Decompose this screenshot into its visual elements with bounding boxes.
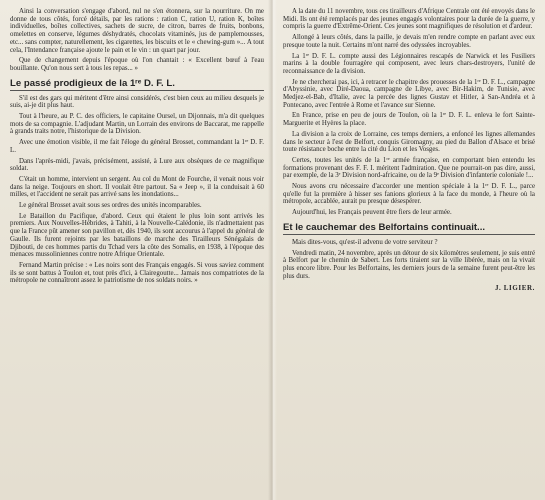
paragraph: Je ne chercherai pas, ici, à retracer le chapitre des prouesses de la 1ʳᵉ D. F. L., campagne d'Abyssinie, avec Diré-Daoua, campagne de Libye, avec Bir-Hakim, de Tunisie, avec Medjez-el-Bab, d'Italie, avec la percée des lignes Gustav et Hitler, à San-Andréa et à Pontecano, avec l'entrée à Rome et l'avance sur Sienne. [283,78,535,109]
right-column [283,8,535,292]
paragraph: Mais dites-vous, qu'est-il advenu de votre serviteur ? [292,238,438,246]
section-heading-passe-prodigieux: Le passé prodigieux de la 1ʳᵉ D. F. L. [10,78,264,91]
paragraph: Aujourd'hui, les Français peuvent être fiers de leur armée. [292,209,452,217]
paragraph: La division a la croix de Lorraine, ces temps derniers, a enfoncé les lignes allemandes dans le secteur à l'est de Belfort, conquis Giromagny, au pied du Ballon d'Alsace et brisé toute résistance boche entre la cité du Lion et les Vosges. [283,130,535,154]
paragraph: Le Bataillon du Pacifique, d'abord. Ceux qui étaient le plus loin sont arrivés les premiers. Aux Nouvelles-Hébrides, à Tahiti, à la Nouvelle-Calédonie, ils n'admettaient pas que la France pût amener son pavillon et, dès 1940, ils sont accourus à l'appel du général de Gaulle. Ils furent rejoints par les bataillons de marche des Tirailleurs Sénégalais de Djibouti, de ces hommes partis du Tchad vers la côte des Somalis, en 1938, à l'époque des menaces mussoliniennes contre notre Afrique Orientale. [10,212,264,259]
paragraph: Certes, toutes les unités de la 1ʳᵉ armée française, en comportant bien entendu les formations provenant des F. F. I. méritent l'admiration. Que ne pourrait-on pas dire, aussi, par exemple, de la 3ᵉ Division nord-africaine, ou de la 9ᵉ Division d'infanterie coloniale !... [283,156,535,180]
author-signature: J. LIGIER. [494,284,535,293]
page-fold [268,0,277,500]
paragraph: La 1ʳᵉ D. F. L. compte aussi des Légionnaires rescapés de Narwick et les Fusiliers marins à la double fourragère qui composent, avec leurs chars-destroyers, l'unité de reconnaissance de la division. [283,52,535,75]
paragraph: Que de changement depuis l'époque où l'on chantait : « Excellent bœuf à l'eau bouillante. Qu'on nous sert à tous les repas... » [10,57,264,72]
paragraph: A la date du 11 novembre, tous ces tirailleurs d'Afrique Centrale ont été envoyés dans le Midi. Ils ont été remplacés par des jeunes engagés volontaires pour la durée de la guerre, y compris la guerre d'Extrême-Orient. Ces jeunes sont magnifiques de résolution et d'ardeur. [283,8,535,31]
paragraph: Nous avons cru nécessaire d'accorder une mention spéciale à la 1ʳᵉ D. F. L., parce qu'elle fut la première à hisser ses fanions glorieux à la face du monde, à l'heure où la métropole, accablée, aurait pu presque désespérer. [283,183,535,206]
section-heading-cauchemar-belfortains: Et le cauchemar des Belfortains continuait... [283,222,535,235]
paragraph: C'était un homme, intervient un sergent. Au col du Mont de Fourche, il venait nous voir dans la neige. Toujours en short. Il voulait être partout. Sa « Jeep », il la conduisait à 60 milles, et l'accident ne serait pas arrivé sans les inondations... [10,175,264,199]
left-column [10,8,264,288]
paragraph: Allongé à leurs côtés, dans la paille, je devais m'en rendre compte en parlant avec eux presque toute la nuit. Certains m'ont narré des odyssées incroyables. [283,34,535,49]
paragraph: Tout à l'heure, au P. C. des officiers, le capitaine Oursel, un Dijonnais, m'a dit quelques mots de sa compagnie. L'adjudant Martin, un Lorrain des environs de Baccarat, me rappelle à grands traits notre, l'historique de la Division. [10,113,264,136]
paragraph: En France, prise en peu de jours de Toulon, où la 1ʳᵉ D. F. L. enleva le fort Sainte-Marguerite et Hyères la place. [283,112,535,128]
paragraph: Dans l'après-midi, j'avais, précisément, assisté, à Lure aux obsèques de ce magnifique soldat. [10,157,264,173]
paragraph: Vendredi matin, 24 novembre, après un détour de six kilomètres seulement, je suis entré à Belfort par le chemin de Sabert. Les forts tiraient sur la ville libérée, mais on la vivait plus encore libre. Pour les Belfortains, les derniers jours de la semaine furent peut-être les plus durs. [283,249,535,280]
paragraph: S'il est des gars qui méritent d'être ainsi considérés, c'est bien ceux au milieu desquels je suis, ai-je dit plus haut. [10,94,264,110]
paragraph: Ainsi la conversation s'engage d'abord, nul ne s'en étonnera, sur la nourriture. On me donne de tous côtés, forcé détails, par les rations : ration C, ration U, ration K, boîtes individuelles, boîtes collectives, sachets de sucre, de citron, barres de fruits, bonbons, omelettes en conserve, légumes déshydratés, chocolats vitaminés, jus de pamplemousses, etc... sans compter, naturellement, les cigarettes, les biscuits et le « chewing-gum »... A tout cela, l'Intendance française ajoute le pain et le vin : un quart par jour. [10,8,264,54]
paragraph: Le général Brosset avait sous ses ordres des unités incomparables. [19,202,202,210]
paragraph: Avec une émotion visible, il me fait l'éloge du général Brosset, commandant la 1ʳᵉ D. F. L. [10,139,264,154]
paragraph: Fernand Martin précise : « Les noirs sont des Français engagés. Si vous saviez comment ils se sont battus à Toulon et, tout près d'ici, à Clairegoutte... Jamais nos compatriotes de la métropole ne connaîtront assez le patriotisme de nos soldats noirs. » [10,261,264,285]
